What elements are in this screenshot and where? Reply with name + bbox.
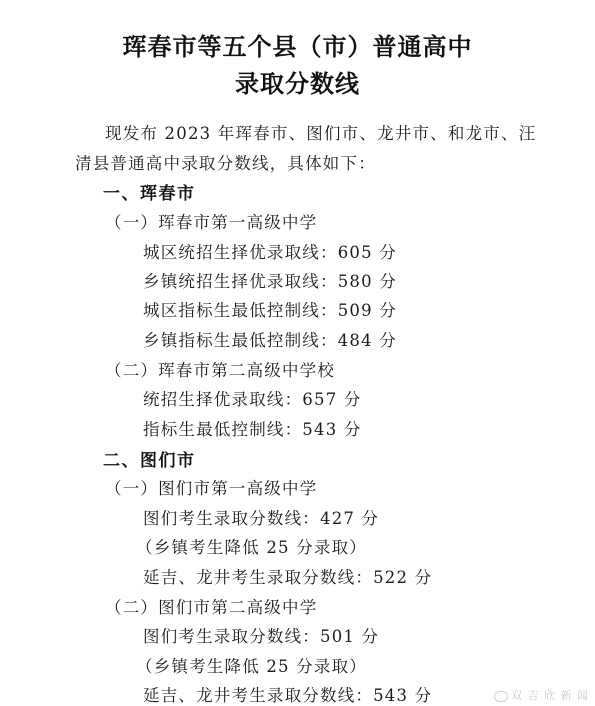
document-title-line-1: 珲春市等五个县（市）普通高中 — [122, 33, 473, 61]
intro-line-1: 现发布 2023 年珲春市、图们市、龙井市、和龙市、汪 — [105, 124, 537, 143]
school-name: （一）珲春市第一高级中学 — [105, 213, 318, 232]
section-heading-hunchun: 一、珲春市 — [103, 184, 196, 204]
school-name: （二）图们市第二高级中学 — [105, 598, 318, 617]
score-line: 城区统招生择优录取线：605 分 — [143, 243, 397, 262]
score-line: 图们考生录取分数线：501 分 — [143, 627, 380, 646]
score-line: 乡镇指标生最低控制线：484 分 — [143, 331, 397, 350]
watermark — [494, 687, 589, 703]
score-line: 指标生最低控制线：543 分 — [143, 420, 362, 439]
intro-line-2: 清县普通高中录取分数线，具体如下： — [75, 154, 376, 173]
score-line: 图们考生录取分数线：427 分 — [143, 509, 380, 528]
score-line: 延吉、龙井考生录取分数线：522 分 — [143, 568, 433, 587]
school-name: （二）珲春市第二高级中学校 — [105, 361, 336, 380]
score-line: 统招生择优录取线：657 分 — [143, 390, 362, 409]
score-note: （乡镇考生降低 25 分录取） — [136, 538, 367, 557]
chat-bubble-icon — [494, 691, 508, 702]
score-line: 乡镇统招生择优录取线：580 分 — [143, 272, 397, 291]
score-note: （乡镇考生降低 25 分录取） — [136, 657, 367, 676]
document-title-line-2: 录取分数线 — [235, 70, 360, 98]
score-line: 城区指标生最低控制线：509 分 — [143, 301, 397, 320]
section-heading-tumen: 二、图们市 — [103, 451, 196, 471]
school-name: （一）图们市第一高级中学 — [105, 479, 318, 498]
watermark-text: 双 吉 欣 新 闻 — [511, 689, 589, 702]
score-line: 延吉、龙井考生录取分数线：543 分 — [143, 686, 433, 705]
